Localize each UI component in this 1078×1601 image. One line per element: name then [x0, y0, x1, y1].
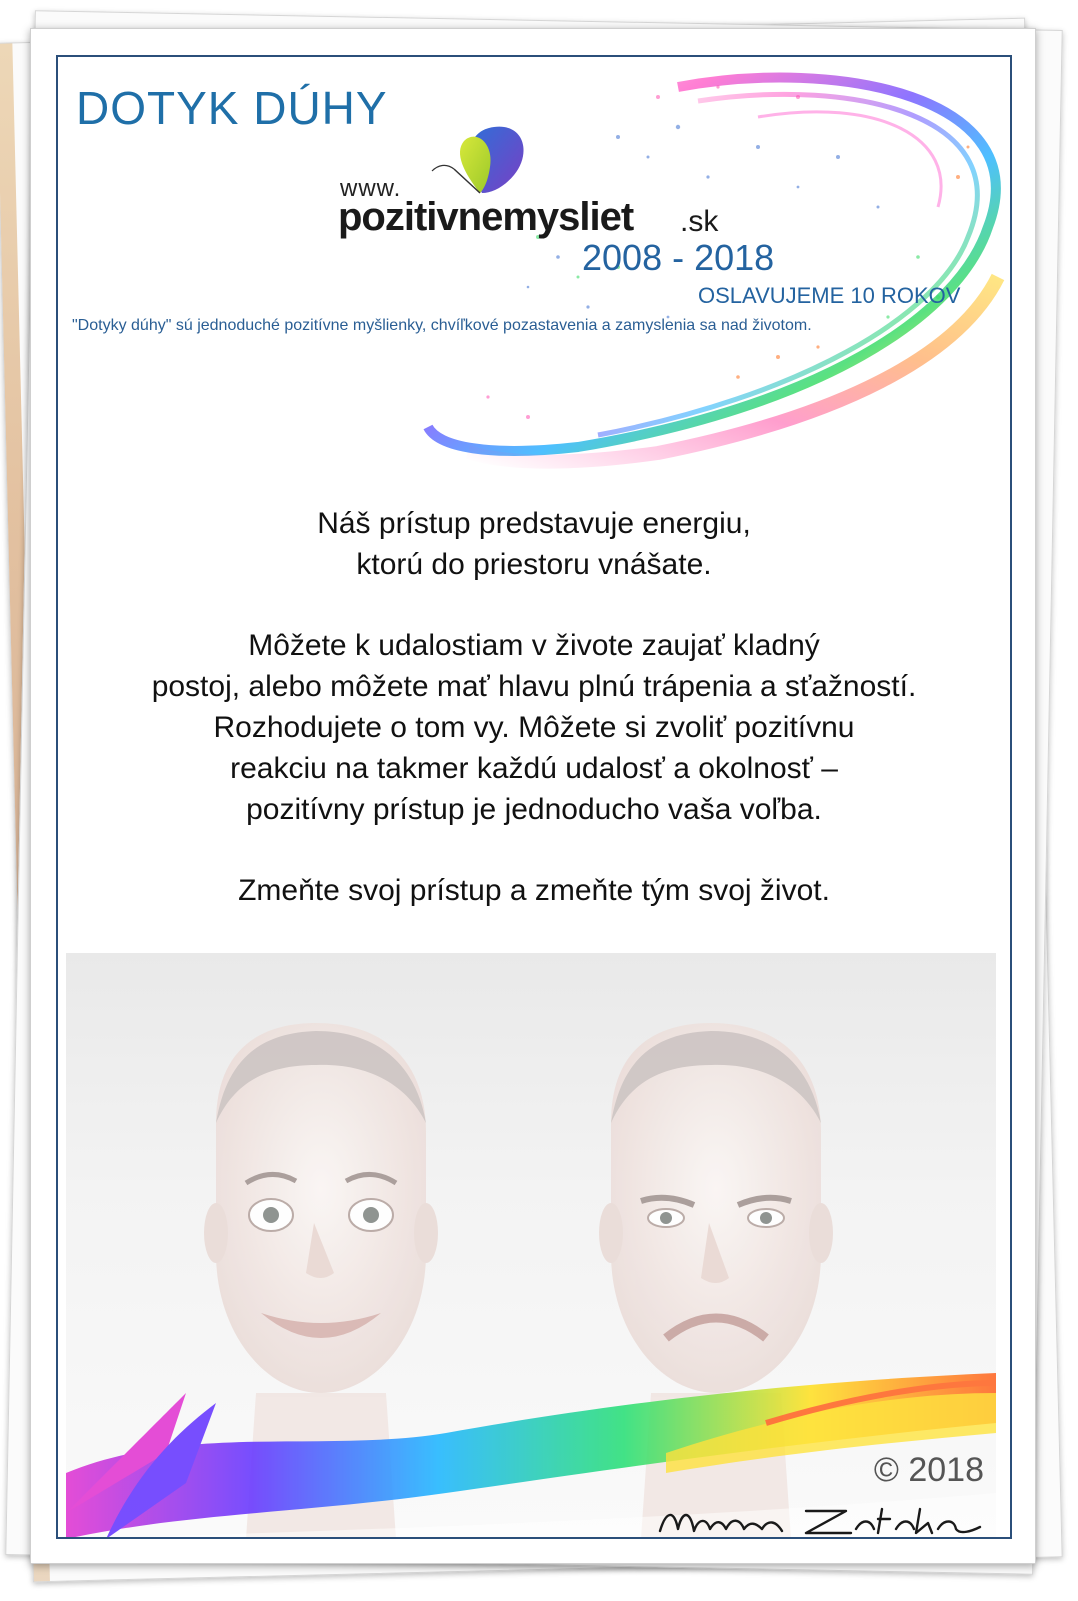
brand-title: DOTYK DÚHY [76, 82, 388, 134]
quote-line: Náš prístup predstavuje energiu, [317, 507, 751, 540]
quote-line: postoj, alebo môžete mať hlavu plnú trápenia a sťažností. [151, 670, 917, 703]
copyright-text: © 2018 [873, 1451, 984, 1489]
poster-header [58, 57, 1010, 477]
site-prefix: www. [340, 175, 402, 202]
poster-sheet [30, 28, 1036, 1564]
anniversary-label: OSLAVUJEME 10 ROKOV [698, 283, 961, 308]
quote-line: reakciu na takmer každú udalosť a okolnosť – [230, 752, 838, 785]
faces-illustration [66, 953, 996, 1539]
site-name: pozitivnemysliet [338, 195, 634, 239]
poster-frame [56, 55, 1012, 1539]
tagline: "Dotyky dúhy" sú jednoduché pozitívne myšlienky, chvíľkové pozastavenia a zamyslenia sa nad životom. [72, 317, 812, 334]
site-tld: .sk [680, 205, 719, 238]
anniversary-years: 2008 - 2018 [582, 237, 775, 278]
author-signature [656, 1501, 986, 1539]
quote-line: Rozhodujete o tom vy. Môžete si zvoliť pozitívnu [213, 711, 855, 744]
quote-line: Zmeňte svoj prístup a zmeňte tým svoj život. [238, 874, 830, 907]
paragraph-gap [58, 830, 1010, 870]
paragraph-gap [58, 585, 1010, 625]
quote-line: Môžete k udalostiam v živote zaujať kladný [248, 629, 820, 662]
butterfly-icon [424, 123, 534, 201]
quote-line: ktorú do priestoru vnášate. [356, 548, 712, 581]
faces-photo [66, 953, 996, 1539]
quote-text [58, 503, 1010, 911]
quote-line: pozitívny prístup je jednoducho vaša voľba. [246, 793, 822, 826]
